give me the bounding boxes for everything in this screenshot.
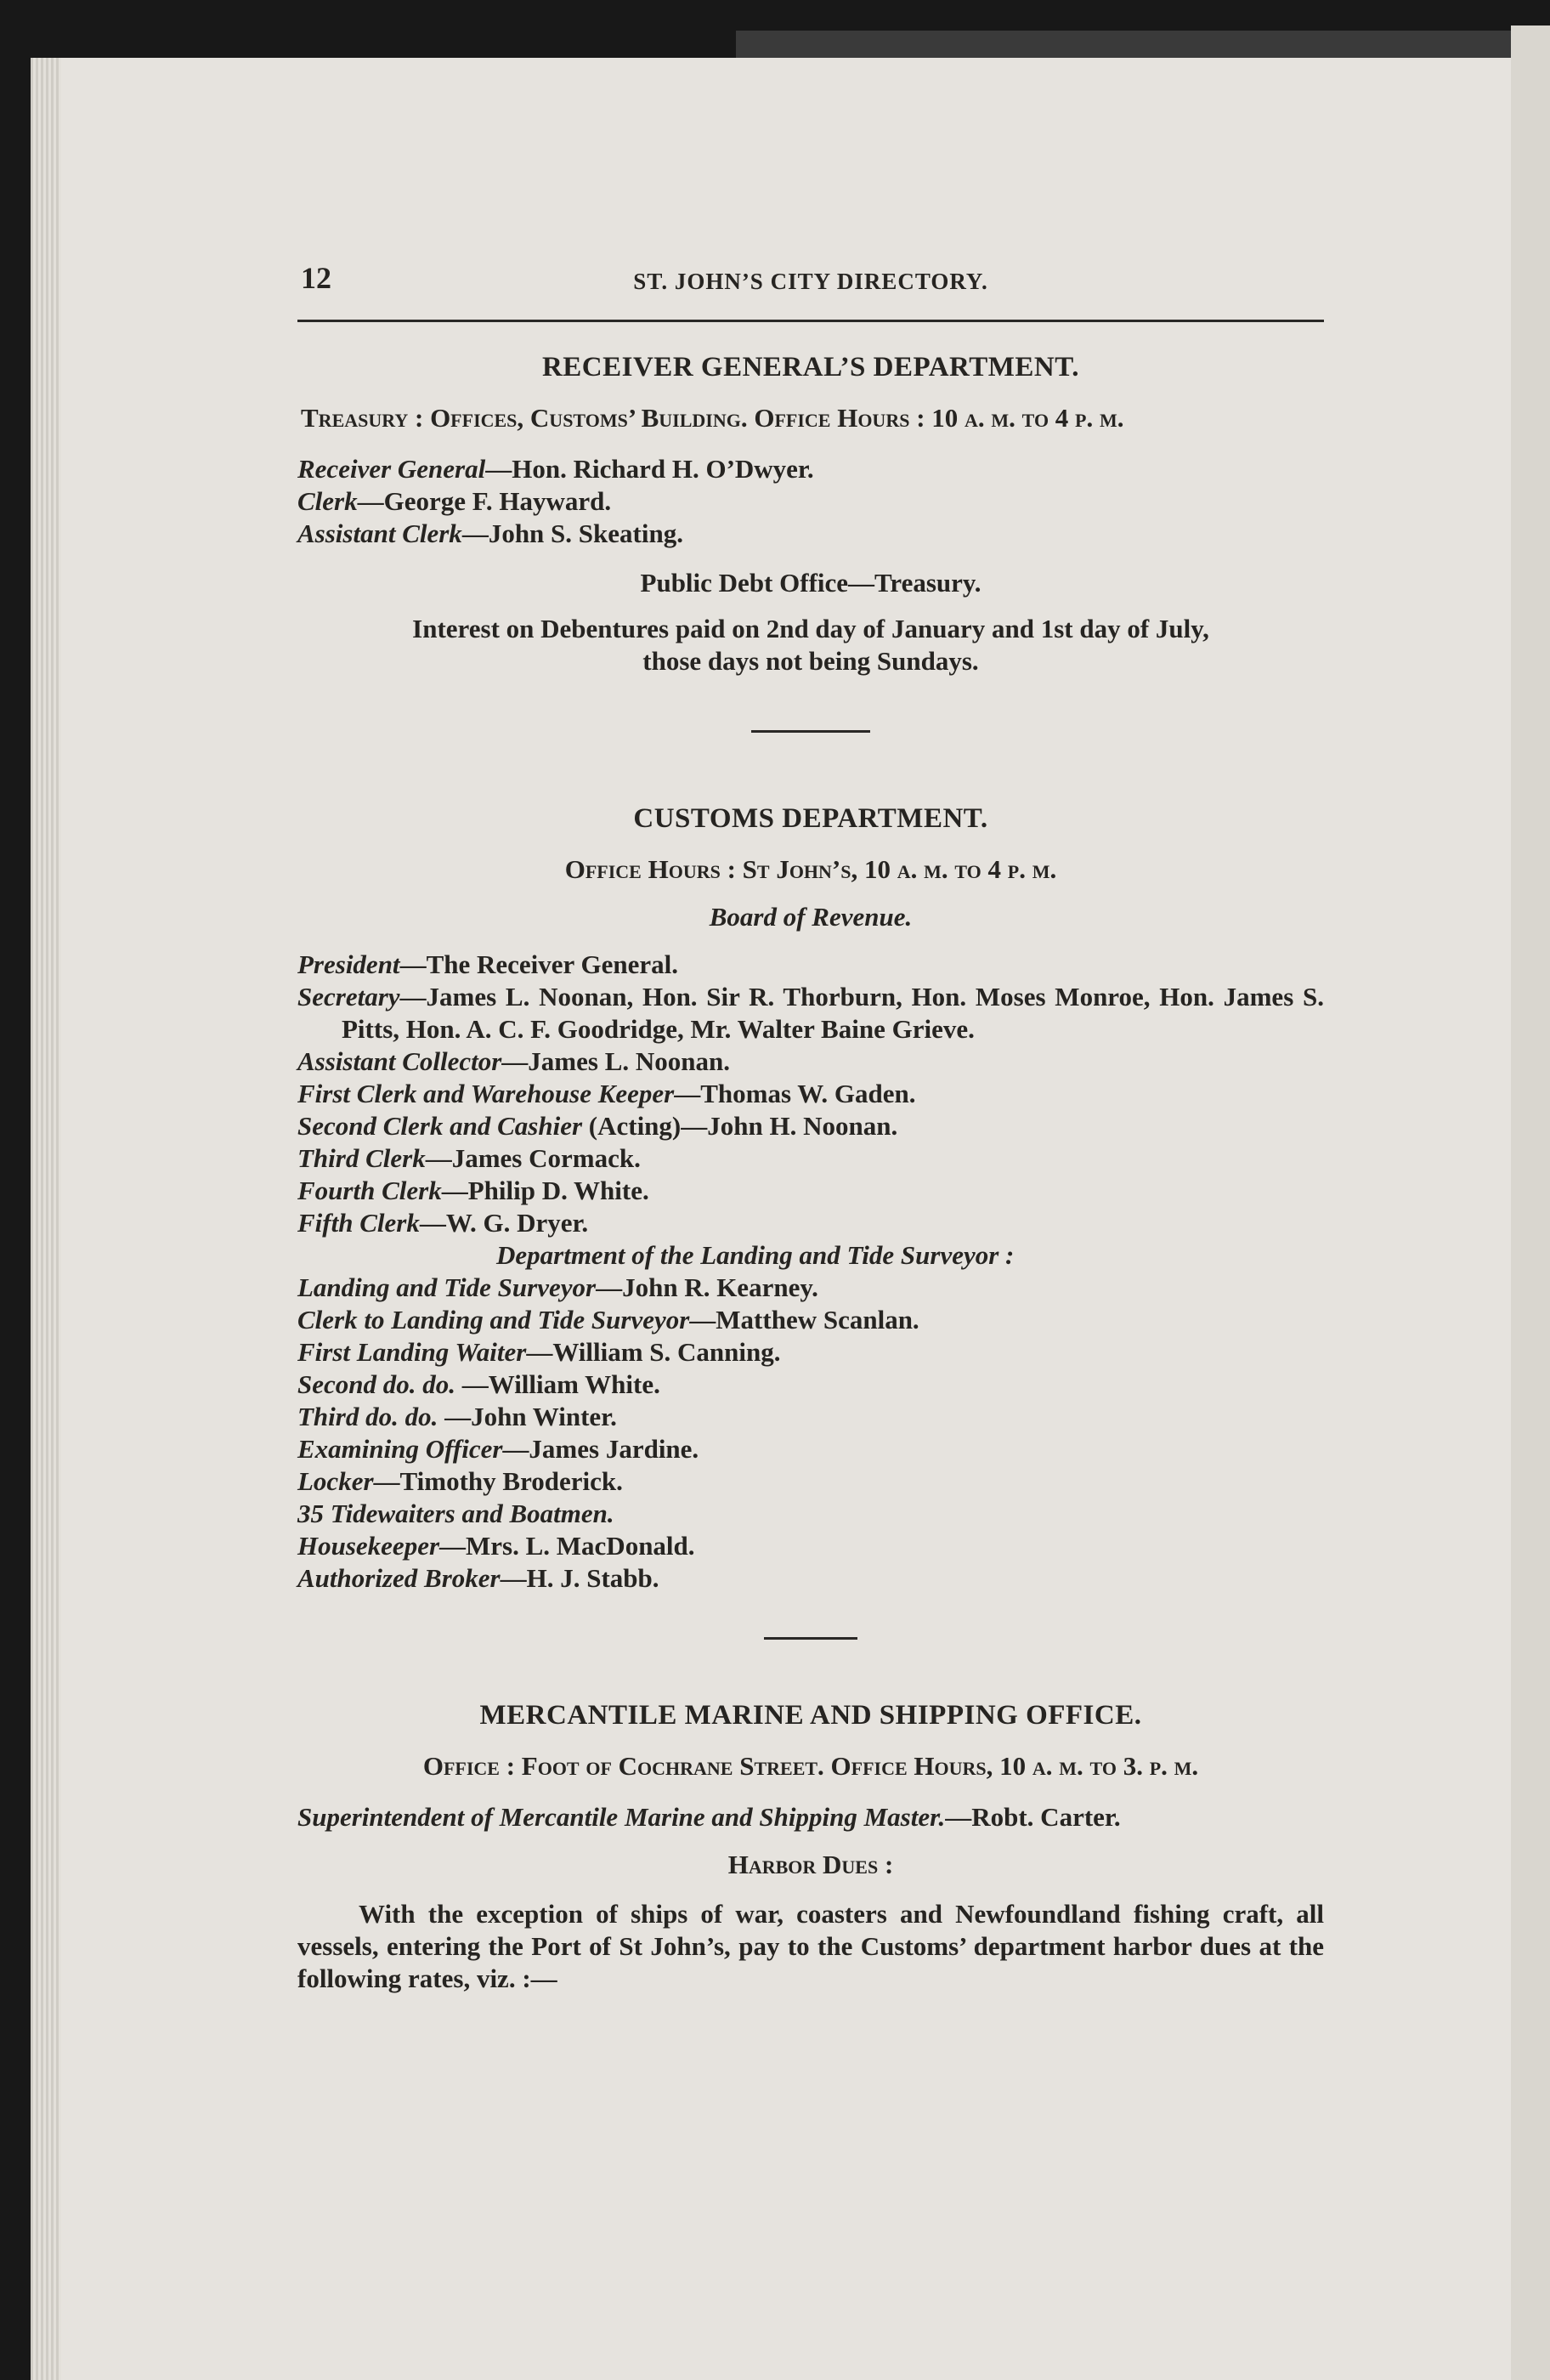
list-item [297, 1433, 1324, 1465]
staff-role: Clerk [297, 486, 358, 516]
list-item [297, 949, 1324, 981]
staff-name: —George F. Hayward. [357, 486, 612, 516]
entry-text: —James Cormack. [425, 1143, 641, 1173]
entry-role: Fifth Clerk [297, 1208, 420, 1238]
list-item [297, 1175, 1324, 1207]
staff-name: —Hon. Richard H. O’Dwyer. [485, 454, 814, 484]
staff-name: —John S. Skeating. [461, 518, 683, 548]
harbor-dues-paragraph: With the exception of ships of war, coasters and Newfoundland fishing craft, all vessels, entering the Port of St John’s, pay to the Customs’ department harbor dues at the following rates, viz. :— [297, 1899, 1324, 1993]
landing-surveyor-heading: Department of the Landing and Tide Surveyor : [496, 1240, 1015, 1270]
list-item [297, 1562, 1324, 1595]
staff-line [297, 453, 1324, 485]
receiver-general-staff [297, 453, 1324, 550]
superintendent-line [297, 1801, 1324, 1833]
entry-text: —James L. Noonan, Hon. Sir R. Thorburn, Hon. Moses Monroe, Hon. James S. Pitts, Hon. A. C. F. Goodridge, Mr. Walter Baine Grieve. [342, 982, 1324, 1044]
list-item [297, 981, 1324, 1046]
running-head [297, 255, 1324, 296]
superintendent-role: Superintendent of Mercantile Marine and Shipping Master. [297, 1802, 946, 1832]
customs-staff-list [297, 949, 1324, 1595]
list-item [297, 1272, 1324, 1304]
section-separator [764, 1637, 857, 1640]
entry-text: —Matthew Scanlan. [689, 1305, 919, 1334]
list-item [297, 1207, 1324, 1239]
entry-role: Authorized Broker [297, 1563, 501, 1593]
superintendent-name: —Robt. Carter. [945, 1802, 1121, 1832]
entry-text: (Acting)—John H. Noonan. [582, 1111, 898, 1141]
entry-text: —Mrs. L. MacDonald. [439, 1531, 695, 1561]
list-item [297, 1110, 1324, 1142]
entry-text: —H. J. Stabb. [500, 1563, 659, 1593]
page-stack-edge [31, 58, 61, 2380]
entry-text: —William S. Canning. [526, 1337, 781, 1367]
entry-role: President [297, 949, 400, 979]
customs-title: CUSTOMS DEPARTMENT. [633, 803, 988, 834]
list-item [297, 1368, 1324, 1401]
list-item [297, 1078, 1324, 1110]
entry-role: Third Clerk [297, 1143, 426, 1173]
header-rule [297, 320, 1324, 322]
entry-role: Clerk to Landing and Tide Surveyor [297, 1305, 690, 1334]
entry-role: Second do. do. [297, 1369, 455, 1399]
entry-role: Housekeeper [297, 1531, 440, 1561]
entry-role: Examining Officer [297, 1434, 503, 1464]
entry-text: —William White. [455, 1369, 660, 1399]
entry-role: Landing and Tide Surveyor [297, 1272, 597, 1302]
staff-line [297, 518, 1324, 550]
entry-role: Fourth Clerk [297, 1176, 442, 1205]
treasury-office-line: Treasury : Offices, Customs’ Building. Office Hours : 10 a. m. to 4 p. m. [301, 403, 1124, 433]
list-item [297, 1304, 1324, 1336]
entry-role: 35 Tidewaiters and Boatmen. [297, 1499, 614, 1528]
customs-office-hours: Office Hours : St John’s, 10 a. m. to 4 p. m. [564, 854, 1057, 884]
entry-text: —John Winter. [438, 1402, 617, 1431]
entry-role: Second Clerk and Cashier [297, 1111, 583, 1141]
entry-text: —James L. Noonan. [501, 1046, 730, 1076]
staff-role: Assistant Clerk [297, 518, 462, 548]
list-item [297, 1465, 1324, 1498]
entry-role: Third do. do. [297, 1402, 438, 1431]
receiver-general-title: RECEIVER GENERAL’S DEPARTMENT. [541, 352, 1080, 382]
list-item [297, 1142, 1324, 1175]
entry-role: First Clerk and Warehouse Keeper [297, 1079, 675, 1108]
list-item [297, 1530, 1324, 1562]
entry-text: —John R. Kearney. [596, 1272, 818, 1302]
entry-role: First Landing Waiter [297, 1337, 527, 1367]
entry-text: —Timothy Broderick. [373, 1466, 623, 1496]
list-item [297, 1046, 1324, 1078]
running-title: ST. JOHN’S CITY DIRECTORY. [633, 269, 988, 294]
interest-note-line1: Interest on Debentures paid on 2nd day of January and 1st day of July, [412, 614, 1209, 643]
interest-note-line2: those days not being Sundays. [642, 646, 979, 676]
list-item [297, 1401, 1324, 1433]
entry-text: —James Jardine. [502, 1434, 699, 1464]
entry-text: —The Receiver General. [399, 949, 678, 979]
board-of-revenue: Board of Revenue. [709, 902, 913, 932]
entry-text: —W. G. Dryer. [419, 1208, 589, 1238]
entry-role: Secretary [297, 982, 400, 1012]
entry-role: Assistant Collector [297, 1046, 502, 1076]
page-number: 12 [301, 261, 331, 295]
list-item [297, 1498, 1324, 1530]
staff-role: Receiver General [297, 454, 486, 484]
mercantile-office-line: Office : Foot of Cochrane Street. Office Hours, 10 a. m. to 3. p. m. [422, 1751, 1199, 1781]
section-separator [751, 730, 870, 733]
entry-text: —Philip D. White. [441, 1176, 649, 1205]
harbor-dues-heading: Harbor Dues : [727, 1850, 894, 1879]
staff-line [297, 485, 1324, 518]
page-content [297, 255, 1324, 1995]
public-debt-office: Public Debt Office—Treasury. [640, 568, 981, 598]
entry-role: Locker [297, 1466, 374, 1496]
mercantile-marine-title: MERCANTILE MARINE AND SHIPPING OFFICE. [479, 1700, 1142, 1731]
entry-text: —Thomas W. Gaden. [674, 1079, 916, 1108]
adjacent-page-edge [1511, 26, 1550, 2380]
list-item [297, 1336, 1324, 1368]
